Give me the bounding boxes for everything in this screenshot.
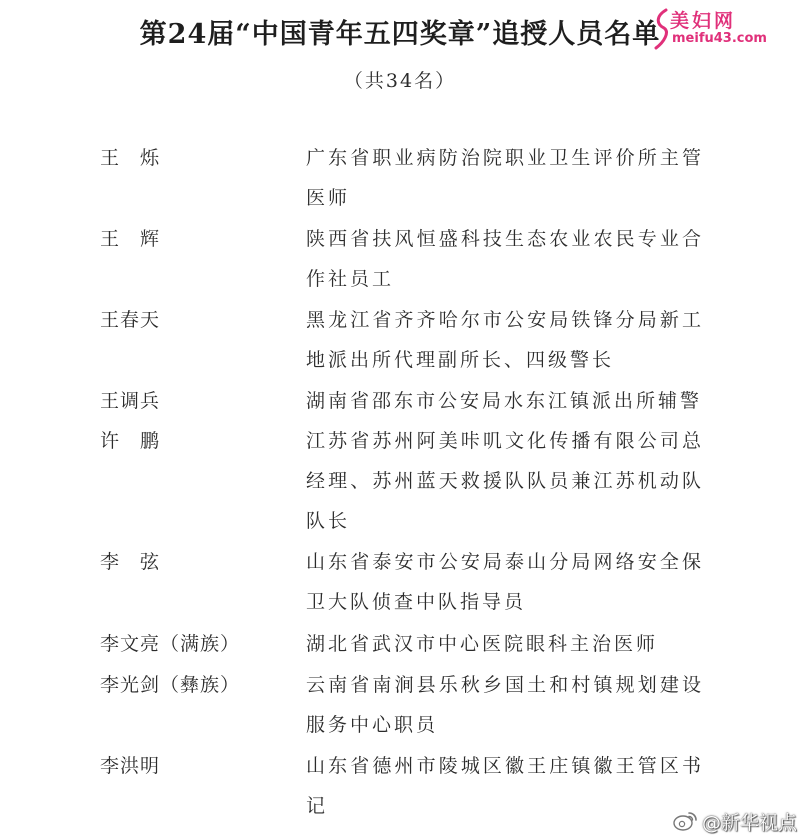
source-watermark — [672, 806, 798, 834]
recipient-affiliation: 云南省南涧县乐秋乡国土和村镇规划建设服务中心职员 — [306, 674, 704, 736]
recipient-name: 王调兵 — [100, 390, 161, 412]
weibo-icon — [672, 810, 698, 832]
recipient-affiliation: 陕西省扶风恒盛科技生态农业农民专业合作社员工 — [306, 228, 704, 290]
document-title: 第24届“中国青年五四奖章”追授人员名单 — [139, 19, 661, 50]
recipient-name: 王 烁 — [100, 147, 161, 169]
document-count-note: （共34名） — [343, 70, 457, 92]
recipient-affiliation: 山东省德州市陵城区徽王庄镇徽王管区书记 — [306, 755, 704, 817]
recipient-name: 李洪明 — [100, 755, 161, 777]
site-watermark-name: 美妇网 — [670, 10, 737, 32]
source-watermark-handle: @新华视点 — [702, 812, 798, 834]
recipient-affiliation: 江苏省苏州阿美咔叽文化传播有限公司总经理、苏州蓝天救援队队员兼江苏机动队队长 — [306, 430, 704, 532]
recipient-name: 王春天 — [100, 309, 161, 331]
recipient-affiliation: 广东省职业病防治院职业卫生评价所主管医师 — [306, 147, 704, 209]
recipient-affiliation: 黑龙江省齐齐哈尔市公安局铁锋分局新工地派出所代理副所长、四级警长 — [306, 309, 704, 371]
recipient-name: 许 鹏 — [100, 430, 161, 452]
recipient-affiliation: 湖北省武汉市中心医院眼科主治医师 — [306, 633, 659, 655]
recipient-affiliation: 湖南省邵东市公安局水东江镇派出所辅警 — [306, 390, 703, 412]
recipient-name: 王 辉 — [100, 228, 161, 250]
recipient-name: 李 弦 — [100, 551, 161, 573]
recipient-name: 李光剑（彝族） — [100, 674, 241, 696]
recipient-affiliation: 山东省泰安市公安局泰山分局网络安全保卫大队侦查中队指导员 — [306, 551, 704, 613]
recipient-name: 李文亮（满族） — [100, 633, 241, 655]
site-watermark-url: meifu43.com — [672, 31, 767, 46]
